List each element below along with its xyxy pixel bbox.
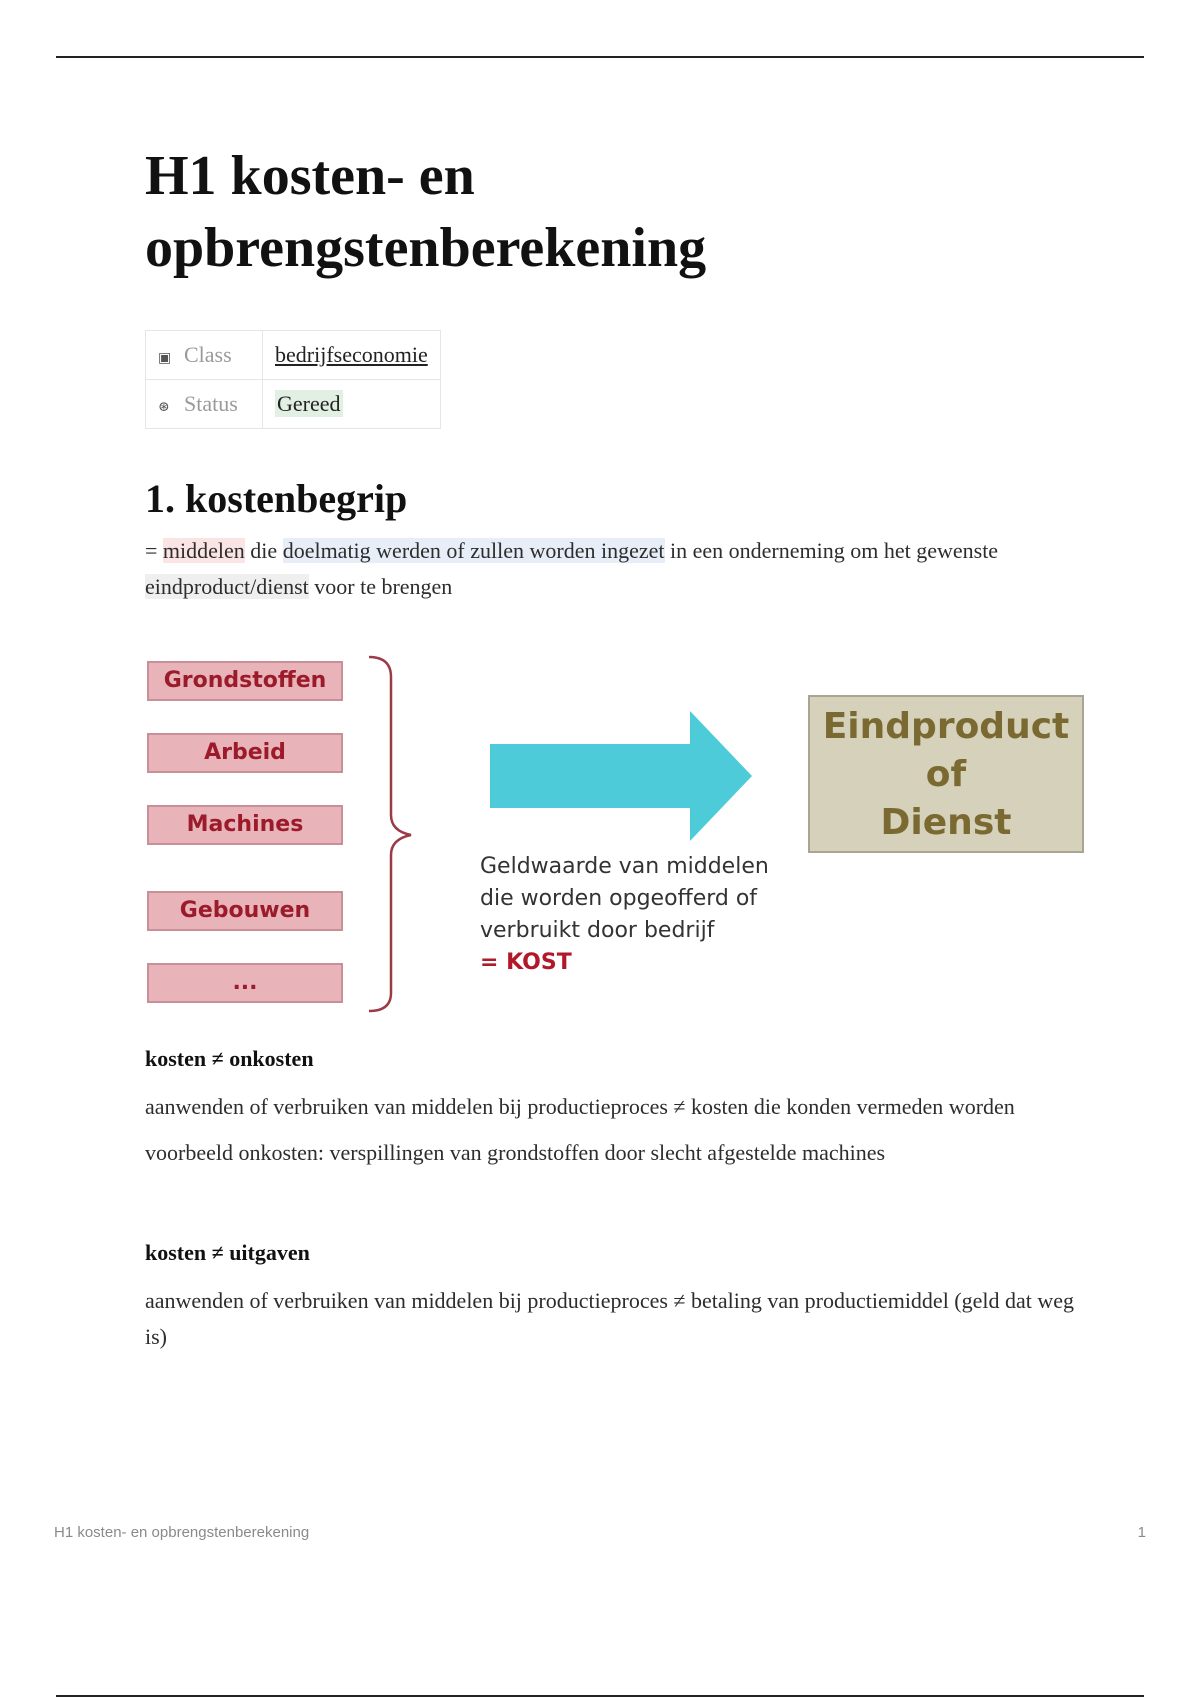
definition-part: voor te brengen [308, 574, 453, 599]
arrow-polygon [490, 711, 752, 841]
property-key-class [146, 331, 263, 380]
page-content [145, 140, 1085, 1355]
definition-part: = [145, 538, 163, 563]
page-title [145, 140, 1085, 284]
loading-icon: ⊛ [158, 400, 170, 415]
section-heading: 1. kostenbegrip [145, 476, 408, 521]
bottom-rule [56, 1695, 1144, 1697]
brace-path [369, 657, 411, 1011]
property-key-status [146, 380, 263, 429]
property-key-label: Status [184, 391, 238, 416]
result-line-3: Dienst [880, 802, 1012, 843]
result-line-2: of [925, 754, 967, 795]
caption-line-2: die worden opgeofferd of [480, 886, 758, 911]
footer-page-number: 1 [1137, 1524, 1146, 1541]
property-key-label: Class [184, 342, 232, 367]
book-icon: ▣ [158, 351, 172, 366]
footer-title: H1 kosten- en opbrengstenberekening [54, 1524, 310, 1541]
class-link[interactable]: bedrijfseconomie [275, 342, 428, 367]
caption-line-1: Geldwaarde van middelen [480, 854, 769, 879]
resource-box-arbeid: Arbeid [147, 733, 343, 773]
uitgaven-heading: kosten ≠ uitgaven [145, 1240, 310, 1265]
definition-part: die [244, 538, 283, 563]
result-box [808, 695, 1084, 853]
properties-table [145, 330, 441, 429]
highlight-doelmatig: doelmatig werden of zullen worden ingezet [282, 538, 665, 563]
title-line-2: opbrengstenberekening [145, 217, 707, 279]
title-line-1: H1 kosten- en [145, 145, 475, 207]
definition-part: in een onderneming om het gewenste [664, 538, 999, 563]
highlight-eindproduct: eindproduct/dienst [145, 574, 309, 599]
property-value-class [263, 331, 441, 380]
resource-box-more: ... [147, 963, 343, 1003]
kostenbegrip-diagram [145, 623, 1085, 1013]
onkosten-example: voorbeeld onkosten: verspillingen van grondstoffen door slecht afgestelde machines [145, 1140, 886, 1165]
resource-box-machines: Machines [147, 805, 343, 845]
cost-caption [480, 851, 820, 979]
resource-box-grondstoffen: Grondstoffen [147, 661, 343, 701]
onkosten-text: aanwenden of verbruiken van middelen bij productieproces ≠ kosten die konden vermeden worden [145, 1094, 1015, 1119]
status-badge[interactable]: Gereed [277, 391, 341, 416]
uitgaven-text: aanwenden of verbruiken van middelen bij productieproces ≠ betaling van productiemiddel (geld dat weg is) [145, 1288, 1075, 1349]
resource-box-gebouwen: Gebouwen [147, 891, 343, 931]
result-line-1: Eindproduct [822, 706, 1070, 747]
top-rule [56, 56, 1144, 58]
property-row-class [146, 331, 441, 380]
caption-line-3: verbruikt door bedrijf [480, 918, 715, 943]
property-row-status [146, 380, 441, 429]
definition-text [145, 533, 1085, 605]
property-value-status [263, 380, 441, 429]
highlight-middelen: middelen [162, 538, 245, 563]
onkosten-heading: kosten ≠ onkosten [145, 1046, 314, 1071]
brace-shape [369, 655, 419, 1015]
arrow-shape [490, 711, 760, 841]
caption-kost: = KOST [480, 950, 572, 975]
